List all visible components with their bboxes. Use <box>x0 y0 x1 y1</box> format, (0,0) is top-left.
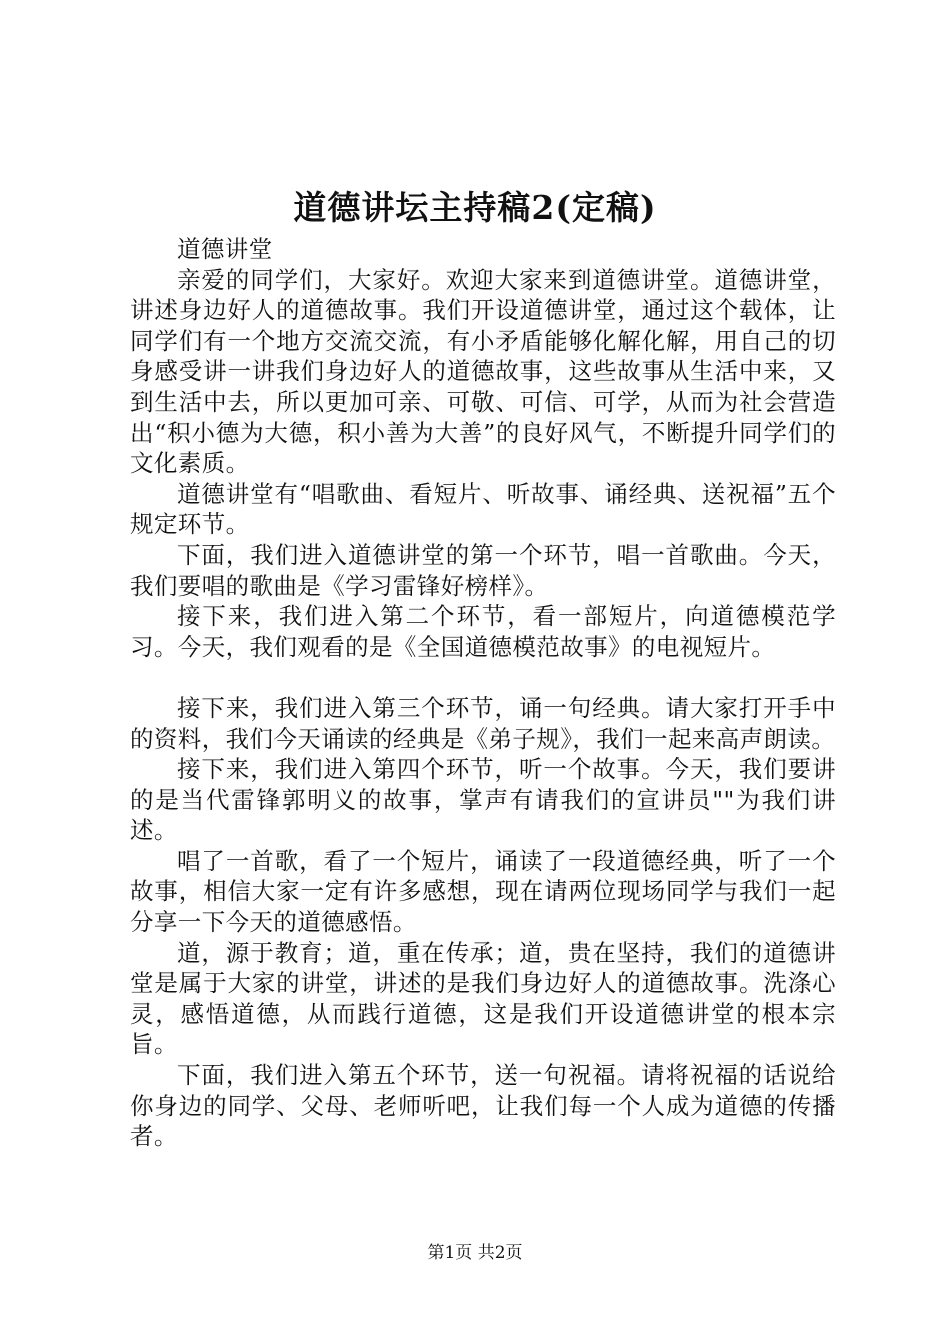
paragraph-segment-three: 接下来，我们进入第三个环节，诵一句经典。请大家打开手中的资料，我们今天诵读的经典是《弟子规》，我们一起来高声朗读。 <box>130 693 836 753</box>
document-title: 道德讲坛主持稿2(定稿) <box>293 188 657 227</box>
document-body <box>130 234 836 1152</box>
page-footer: 第1页 共2页 <box>427 1243 523 1263</box>
section-heading: 道德讲堂 <box>177 235 273 263</box>
paragraph-sharing: 唱了一首歌，看了一个短片，诵读了一段道德经典，听了一个故事，相信大家一定有许多感想，现在请两位现场同学与我们一起分享一下今天的道德感悟。 <box>130 846 836 937</box>
paragraph-segment-five: 下面，我们进入第五个环节，送一句祝福。请将祝福的话说给你身边的同学、父母、老师听吧，让我们每一个人成为道德的传播者。 <box>130 1061 836 1151</box>
paragraph-segment-two: 接下来，我们进入第二个环节，看一部短片，向道德模范学习。今天，我们观看的是《全国道德模范故事》的电视短片。 <box>130 602 836 661</box>
paragraph-five-segments: 道德讲堂有“唱歌曲、看短片、听故事、诵经典、送祝福”五个规定环节。 <box>130 479 836 539</box>
paragraph-purpose: 道，源于教育；道，重在传承；道，贵在坚持，我们的道德讲堂是属于大家的讲堂，讲述的是我们身边好人的道德故事。洗涤心灵，感悟道德，从而践行道德，这是我们开设道德讲堂的根本宗旨。 <box>130 938 836 1059</box>
paragraph-greeting: 亲爱的同学们，大家好。欢迎大家来到道德讲堂。道德讲堂，讲述身边好人的道德故事。我们开设道德讲堂，通过这个载体，让同学们有一个地方交流交流，有小矛盾能够化解化解，用自己的切身感受讲一讲我们身边好人的道德故事，这些故事从生活中来，又到生活中去，所以更加可亲、可敬、可信、可学，从而为社会营造出“积小德为大德，积小善为大善”的良好风气，不断提升同学们的文化素质。 <box>130 265 836 478</box>
paragraph-segment-four: 接下来，我们进入第四个环节，听一个故事。今天，我们要讲的是当代雷锋郭明义的故事，掌声有请我们的宣讲员""为我们讲述。 <box>130 755 836 845</box>
paragraph-segment-one: 下面，我们进入道德讲堂的第一个环节，唱一首歌曲。今天，我们要唱的歌曲是《学习雷锋好榜样》。 <box>130 540 836 600</box>
